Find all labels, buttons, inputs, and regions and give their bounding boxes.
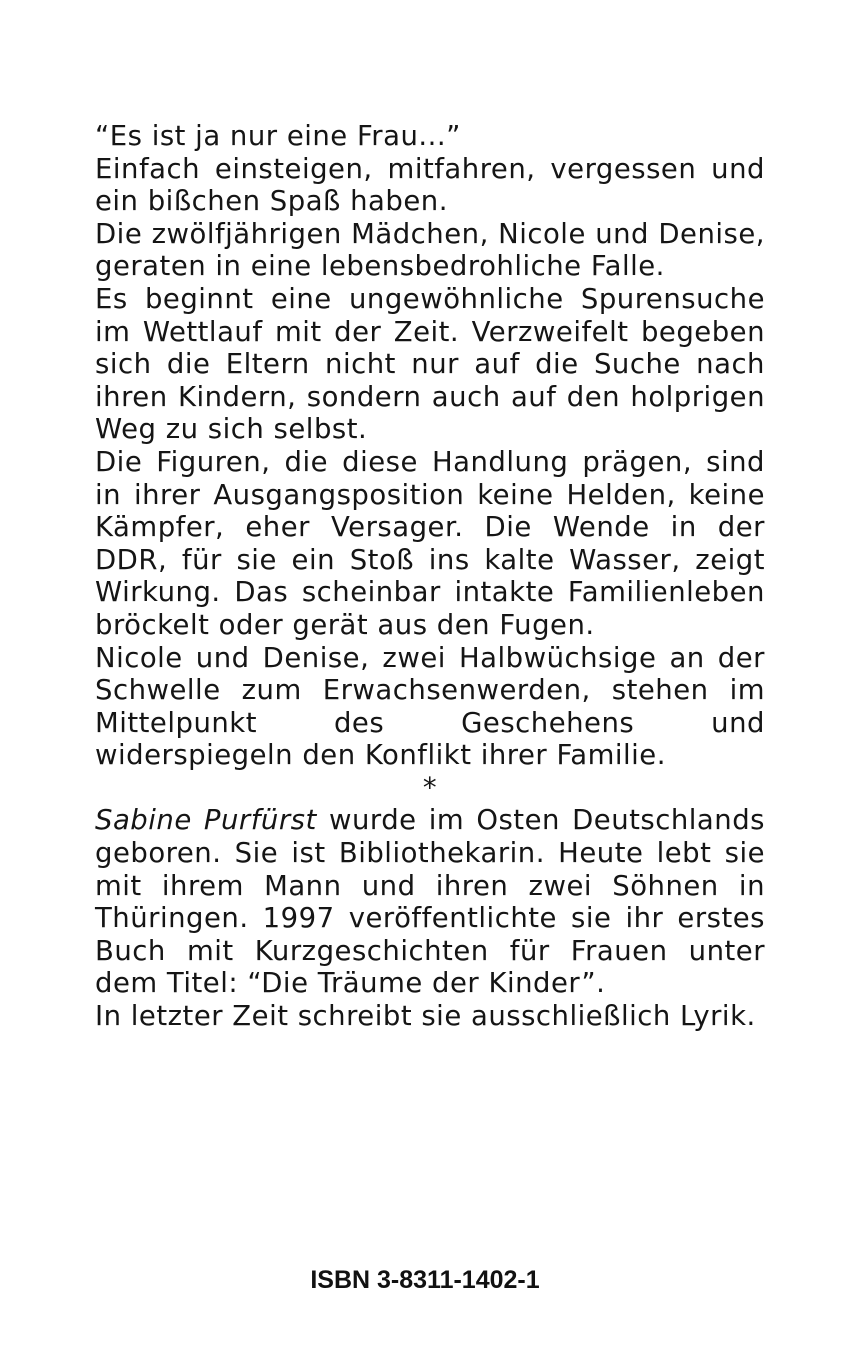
section-separator: * xyxy=(422,771,438,804)
blurb-paragraph-3: Es beginnt eine ungewöhnliche Spurensuche im Wettlauf mit der Zeit. Verzweifelt begeben sich die Eltern nicht nur auf die Suche nach ihren Kindern, sondern auch auf den holprigen Weg zu sich selbst. xyxy=(95,282,765,446)
opening-quote: “Es ist ja nur eine Frau...” xyxy=(95,120,461,152)
author-bio-paragraph xyxy=(95,804,765,1000)
blurb-text-block xyxy=(95,120,765,1033)
author-bio-closing: In letzter Zeit schreibt sie ausschließlich Lyrik. xyxy=(95,1000,756,1033)
isbn-number: ISBN 3-8311-1402-1 xyxy=(310,1266,540,1294)
blurb-paragraph-1: Einfach einsteigen, mitfahren, vergessen und ein bißchen Spaß haben. xyxy=(95,152,765,218)
author-name: Sabine Purfürst xyxy=(95,804,317,837)
blurb-paragraph-2: Die zwölfjährigen Mädchen, Nicole und Denise, geraten in eine lebensbedrohliche Falle. xyxy=(95,217,765,283)
blurb-paragraph-5: Nicole und Denise, zwei Halbwüchsige an der Schwelle zum Erwachsenwerden, stehen im Mittelpunkt des Geschehens und widerspiegeln den Konflikt ihrer Familie. xyxy=(95,641,765,772)
author-bio-text: wurde im Osten Deutschlands geboren. Sie ist Bibliothekarin. Heute lebt sie mit ihrem Mann und ihren zwei Söhnen in Thüringen. 1997 veröffentlichte sie ihr erstes Buch mit Kurzgeschichten für Frauen unter dem Titel: “Die Träume der Kinder”. xyxy=(95,804,765,1000)
blurb-paragraph-4: Die Figuren, die diese Handlung prägen, sind in ihrer Ausgangsposition keine Helden, keine Kämpfer, eher Versager. Die Wende in der DDR, für sie ein Stoß ins kalte Wasser, zeigt Wirkung. Das scheinbar intakte Familienleben bröckelt oder gerät aus den Fugen. xyxy=(95,445,765,641)
